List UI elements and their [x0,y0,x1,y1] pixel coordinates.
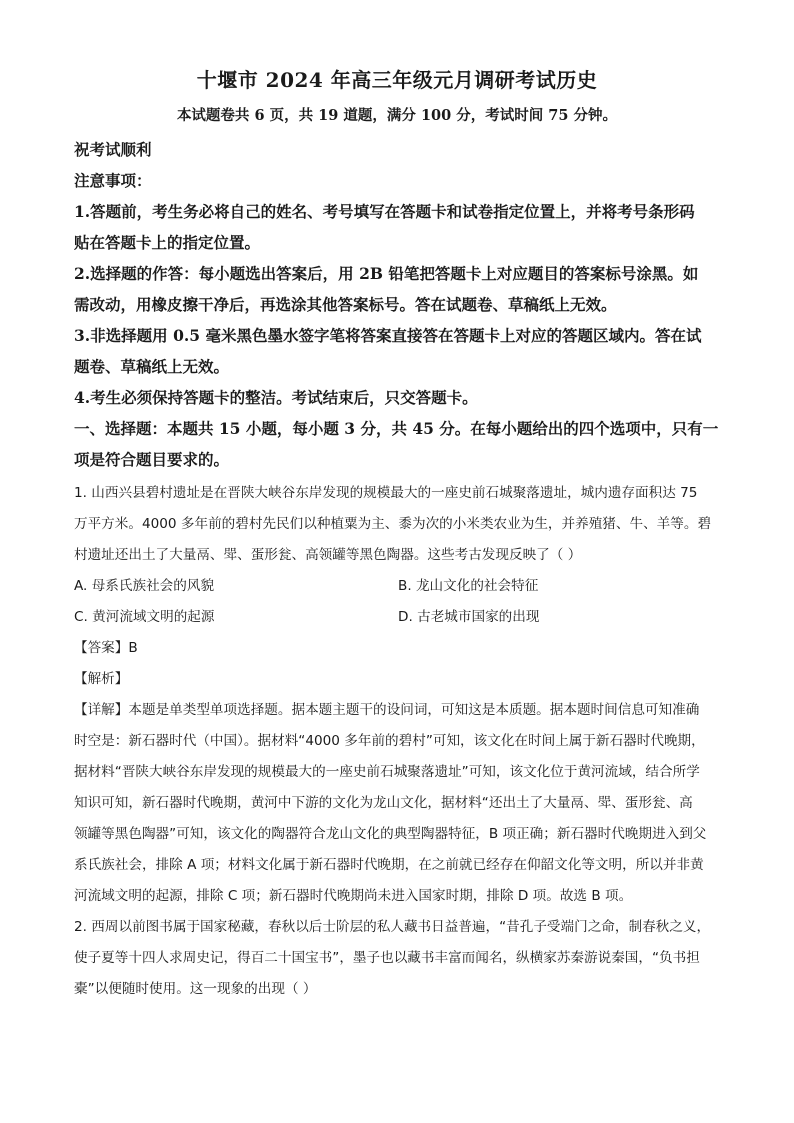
detail-line: 领罐等黑色陶器”可知，该文化的陶器符合龙山文化的典型陶器特征，B 项正确；新石器时代晚期进入到父 [74,826,707,842]
question-stem-line: 1. 山西兴县碧村遗址是在晋陕大峡谷东岸发现的规模最大的一座史前石城聚落遗址，城内遗存面积达 75 [74,485,698,501]
notice-line: 需改动，用橡皮擦干净后，再选涂其他答案标号。答在试题卷、草稿纸上无效。 [74,295,617,314]
detail-line: 据材料“晋陕大峡谷东岸发现的规模最大的一座史前石城聚落遗址”可知，该文化位于黄河流域，结合所学 [74,764,700,780]
exam-title: 十堰市 2024 年高三年级元月调研考试历史 [196,68,598,92]
option-b: B. 龙山文化的社会特征 [398,578,539,594]
notice-line: 题卷、草稿纸上无效。 [74,357,230,376]
notice-line: 2.选择题的作答：每小题选出答案后，用 2B 铅笔把答题卡上对应题目的答案标号涂黑。如 [74,264,699,283]
option-row [74,602,726,633]
question-stem-line: 万平方米。4000 多年前的碧村先民们以种植粟为主、黍为次的小米类农业为生，并养殖猪、牛、羊等。碧 [74,516,712,532]
notice-line: 贴在答题卡上的指定位置。 [74,233,261,252]
exam-subtitle: 本试题卷共 6 页，共 19 道题，满分 100 分，考试时间 75 分钟。 [176,107,618,124]
option-row [74,571,726,602]
notice-line: 1.答题前，考生务必将自己的姓名、考号填写在答题卡和试卷指定位置上，并将考号条形码 [74,202,695,221]
question-stem-line: 橐”以便随时使用。这一现象的出现（ ） [74,981,317,997]
option-c: C. 黄河流域文明的起源 [74,609,215,625]
greeting: 祝考试顺利 [74,140,152,159]
option-a: A. 母系氏族社会的风貌 [74,578,215,594]
question-stem-line: 2. 西周以前图书属于国家秘藏，春秋以后士阶层的私人藏书日益普遍，“昔孔子受端门之命，制春秋之义， [74,919,711,935]
section-heading: 项是符合题目要求的。 [74,450,230,469]
answer-label: 【答案】B [74,640,138,656]
analysis-label: 【解析】 [74,671,129,687]
notice-line: 4.考生必须保持答题卡的整洁。考试结束后，只交答题卡。 [74,388,478,407]
question-1 [74,478,726,912]
notice-line: 3.非选择题用 0.5 毫米黑色墨水签字笔将答案直接答在答题卡上对应的答题区域内。答在试 [74,326,702,345]
question-2 [74,912,726,1005]
question-stem-line: 村遗址还出土了大量鬲、斝、蛋形瓮、高领罐等黑色陶器。这些考古发现反映了（ ） [74,547,582,563]
detail-line: 【详解】本题是单类型单项选择题。据本题主题干的设问词，可知这是本质题。据本题时间信息可知准确 [74,702,700,718]
section-heading: 一、选择题：本题共 15 小题，每小题 3 分，共 45 分。在每小题给出的四个选项中，只有一 [74,419,719,438]
detail-line: 知识可知，新石器时代晚期，黄河中下游的文化为龙山文化，据材料“还出土了大量鬲、斝、蛋形瓮、高 [74,795,693,811]
detail-line: 系氏族社会，排除 A 项；材料文化属于新石器时代晚期，在之前就已经存在仰韶文化等文明，所以并非黄 [74,857,704,873]
option-d: D. 古老城市国家的出现 [398,609,540,625]
detail-line: 时空是：新石器时代（中国）。据材料“4000 多年前的碧村”可知，该文化在时间上属于新石器时代晚期， [74,733,705,749]
detail-line: 河流域文明的起源，排除 C 项；新石器时代晚期尚未进入国家时期，排除 D 项。故选 B 项。 [74,888,633,904]
question-stem-line: 使子夏等十四人求周史记，得百二十国宝书”，墨子也以藏书丰富而闻名，纵横家苏秦游说秦国，“负书担 [74,950,700,966]
notice-block [74,134,726,475]
notice-heading: 注意事项： [74,171,152,190]
